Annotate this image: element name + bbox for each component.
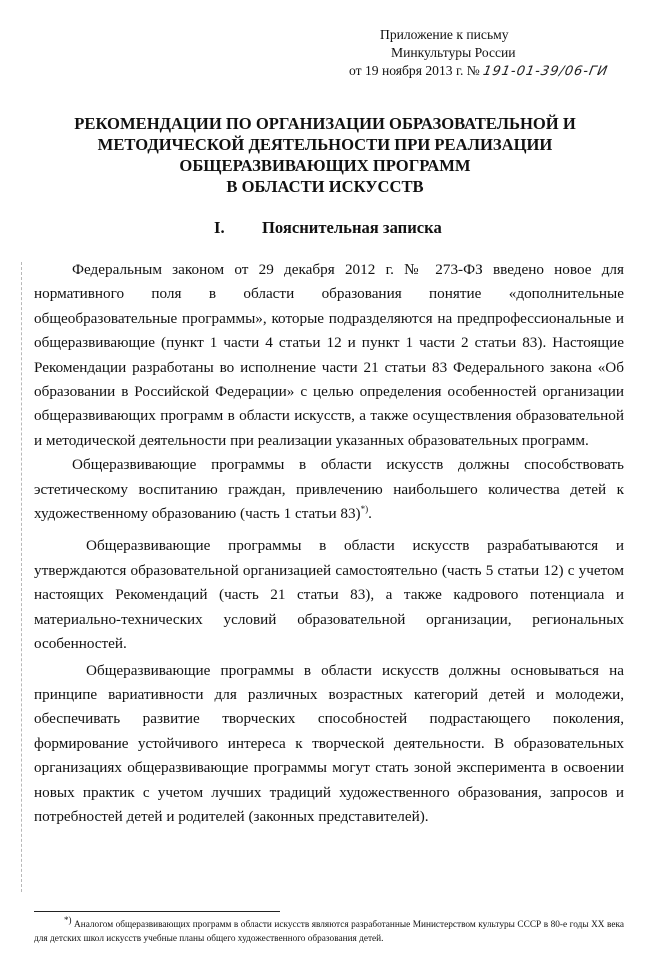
footnote [34,914,624,946]
paragraph-2-end: . [368,505,372,523]
appendix-header [349,26,618,81]
header-date-number-line [349,62,618,81]
title-line-1: РЕКОМЕНДАЦИИ ПО ОРГАНИЗАЦИИ ОБРАЗОВАТЕЛЬНОЙ И [74,114,576,133]
footnote-reference: *) [360,504,369,514]
paragraph-2-text: Общеразвивающие программы в области искусств должны способствовать эстетическому воспитанию граждан, привлечению наибольшего количества детей к художественному образованию (часть 1 статьи 83) [34,456,624,523]
paragraph-2 [34,453,624,526]
title-line-2: МЕТОДИЧЕСКОЙ ДЕЯТЕЛЬНОСТИ ПРИ РЕАЛИЗАЦИИ [97,135,553,154]
header-ministry-line: Минкультуры России [391,45,516,60]
header-date-prefix: от 19 ноября 2013 г. № [349,63,480,78]
footnote-marker: *) [64,914,72,925]
section-number: I. [214,218,225,237]
paragraph-1: Федеральным законом от 29 декабря 2012 г. № 273-ФЗ введено новое для нормативного поля в области образования понятие «дополнительные общеобразовательные программы», которые подразделяются на предпрофессиональные и общеразвивающие (пункт 1 части 4 статьи 12 и пункт 1 части 2 статьи 83). Настоящие Рекомендации разработаны во исполнение части 21 статьи 83 Федерального закона «Об образовании в Российской Федерации» с целью определения особенностей организации общеразвивающих программ в области искусств, а также осуществления образовательной и методической деятельности при реализации указанных образовательных программ. [34,261,624,449]
section-title: Пояснительная записка [262,218,442,237]
footnote-text: Аналогом общеразвивающих программ в области искусств являются разработанные Министерством культуры СССР в 80-е годы XX века для детских школ искусств учебные планы общего художественного образования детей. [34,920,624,944]
document-title [40,113,610,197]
title-line-3: ОБЩЕРАЗВИВАЮЩИХ ПРОГРАММ [179,156,471,175]
binding-margin-line [21,262,23,892]
header-appendix-line: Приложение к письму [380,27,509,42]
paragraph-4: Общеразвивающие программы в области искусств должны основываться на принципе вариативности для различных возрастных категорий детей и молодежи, обеспечивать развитие творческих способностей подрастающего поколения, формирование устойчивого интереса к творческой деятельности. В образовательных организациях общеразвивающие программы могут стать зоной эксперимента в освоении новых практик с учетом лучших традиций художественного образования, запросов и потребностей детей и родителей (законных представителей). [34,661,624,825]
title-line-4: В ОБЛАСТИ ИСКУССТВ [226,177,424,196]
handwritten-letter-number: 191-01-39/06-ГИ [481,64,610,79]
footnote-separator [34,911,280,912]
body-text [34,258,624,829]
paragraph-3: Общеразвивающие программы в области искусств разрабатываются и утверждаются образовательной организацией самостоятельно (часть 5 статьи 12) с учетом настоящих Рекомендаций (часть 21 статьи 83), а также кадрового потенциала и материально-технических условий образовательной организации, региональных особенностей. [34,537,624,653]
